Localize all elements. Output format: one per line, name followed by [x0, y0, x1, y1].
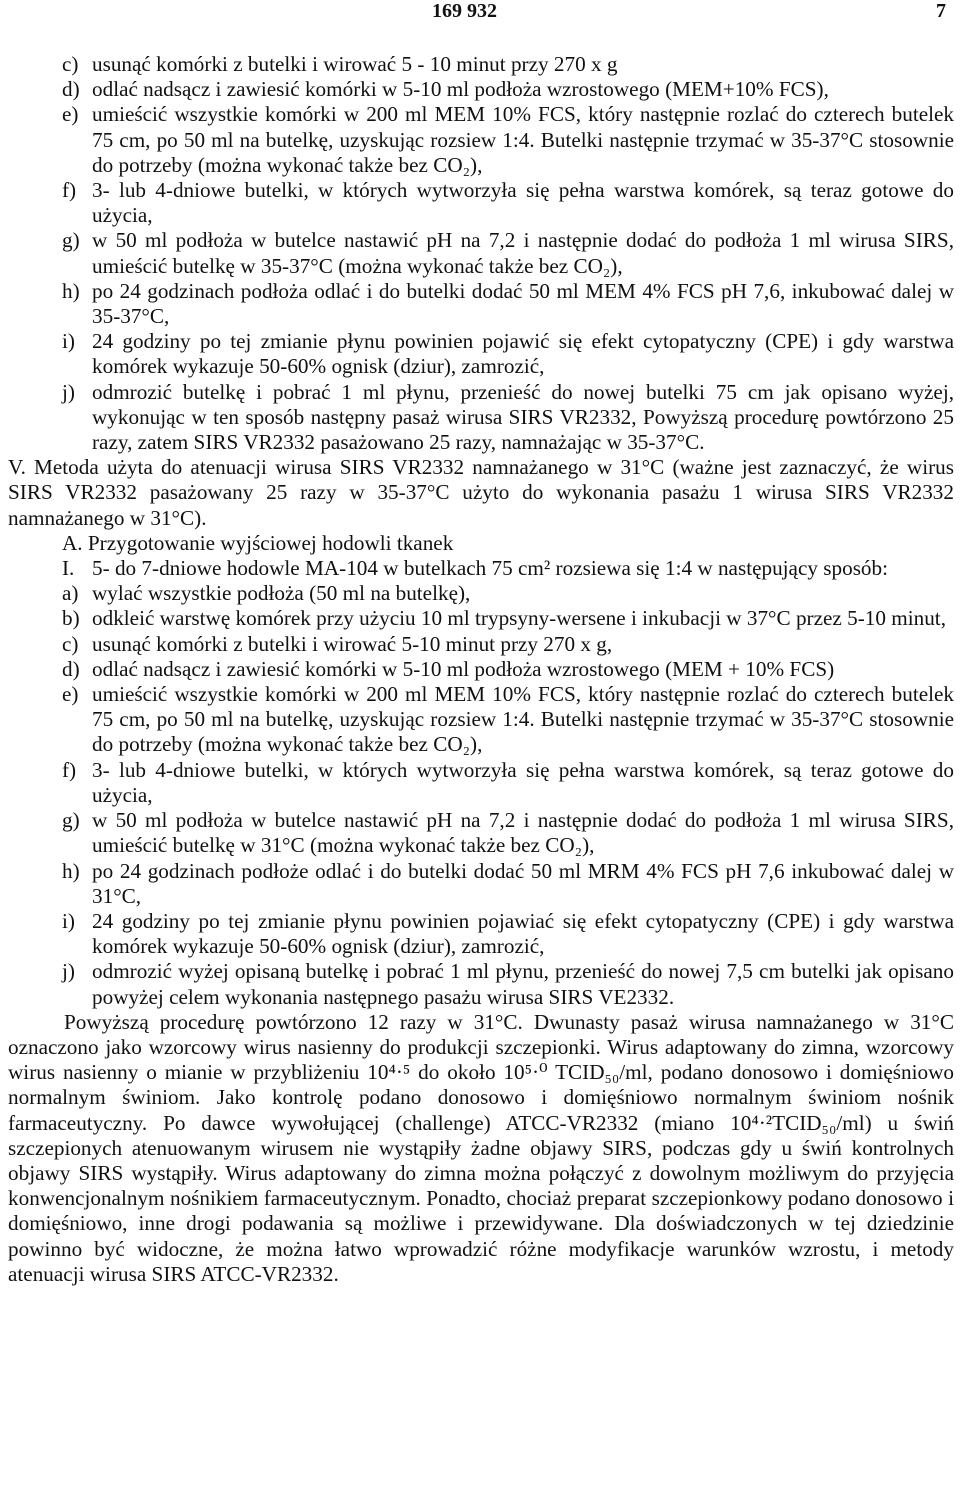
list-item [8, 758, 954, 808]
item-text: 5- do 7-dniowe hodowle MA-104 w butelkach 75 cm² rozsiewa się 1:4 w następujący sposób: [92, 556, 889, 581]
list-item [8, 329, 954, 379]
item-text: po 24 godzinach podłoże odlać i do butelki dodać 50 ml MRM 4% FCS pH 7,6 inkubować dalej w 31°C, [92, 858, 954, 908]
list-item [8, 657, 954, 682]
item-text: wylać wszystkie podłoża (50 ml na butelkę), [92, 581, 471, 606]
item-label: h) [62, 278, 80, 303]
list-item [8, 959, 954, 1009]
item-text: w 50 ml podłoża w butelce nastawić pH na 7,2 i następnie dodać do podłoża 1 ml wirusa SIRS, umieścić butelkę w 31°C (można wykonać także bez CO₂), [92, 808, 954, 858]
item-label: b) [62, 606, 80, 631]
item-label: a) [62, 581, 79, 606]
item-label: c) [62, 631, 79, 656]
page-header [0, 0, 960, 28]
section-v-heading: V. Metoda użyta do atenuacji wirusa SIRS VR2332 namnażanego w 31°C (ważne jest zaznaczyć, że wirus SIRS VR2332 pasażowany 25 razy w 35-37°C użyto do wykonania pasażu 1 wirusa SIRS VR2332 namnażanego w 31°C). [8, 455, 954, 530]
item-label: d) [62, 77, 80, 102]
list-item [8, 606, 954, 631]
item-label: j) [62, 959, 75, 984]
list-item [8, 178, 954, 228]
item-text: 3- lub 4-dniowe butelki, w których wytworzyła się pełna warstwa komórek, są teraz gotowe do użycia, [92, 178, 954, 228]
list-item [8, 682, 954, 758]
item-text: 24 godziny po tej zmianie płynu powinien pojawić się efekt cytopatyczny (CPE) i gdy warstwa komórek wykazuje 50-60% ognisk (dziur), zamrozić, [92, 329, 954, 379]
item-text: umieścić wszystkie komórki w 200 ml MEM 10% FCS, który następnie rozlać do czterech butelek 75 cm, po 50 ml na butelkę, uzyskując rozsiew 1:4. Butelki następnie trzymać w 35-37°C stosownie do potrzeby (można wykonać także bez CO₂), [92, 102, 954, 177]
item-text: odlać nadsącz i zawiesić komórki w 5-10 ml podłoża wzrostowego (MEM+10% FCS), [92, 77, 829, 102]
list-item [8, 909, 954, 959]
list-item [8, 52, 954, 77]
page-body [8, 52, 954, 1287]
item-text: usunąć komórki z butelki i wirować 5 - 10 minut przy 270 x g [92, 52, 618, 76]
item-label: g) [62, 808, 80, 833]
item-label: i) [62, 329, 75, 354]
item-label: I. [62, 556, 75, 581]
item-text: usunąć komórki z butelki i wirować 5-10 minut przy 270 x g, [92, 631, 613, 656]
item-label: c) [62, 52, 79, 76]
list-item-I [8, 556, 954, 581]
item-text: po 24 godzinach podłoża odlać i do butelki dodać 50 ml MEM 4% FCS pH 7,6, inkubować dalej w 35-37°C, [92, 278, 954, 329]
list-item [8, 279, 954, 329]
patent-number: 169 932 [432, 0, 497, 22]
item-label: h) [62, 858, 80, 883]
item-label: d) [62, 656, 80, 681]
item-label: e) [62, 682, 79, 707]
list-item [8, 632, 954, 657]
item-text: umieścić wszystkie komórki w 200 ml MEM 10% FCS, który następnie rozlać do czterech butelek 75 cm, po 50 ml na butelkę, uzyskując rozsiew 1:4. Butelki następnie trzymać w 35-37°C stosownie do potrzeby (można wykonać także bez CO₂), [92, 682, 954, 757]
item-text: 3- lub 4-dniowe butelki, w których wytworzyła się pełna warstwa komórek, są teraz gotowe do użycia, [92, 757, 954, 807]
item-text: odmrozić butelkę i pobrać 1 ml płynu, przenieść do nowej butelki 75 cm jak opisano wyżej, wykonując w ten sposób następny pasaż wirusa SIRS VR2332, Powyższą procedurę powtórzono 25 razy, zatem SIRS VR2332 pasażowano 25 razy, namnażając w 35-37°C. [92, 379, 954, 455]
procedure-list-1 [8, 52, 954, 455]
list-item [8, 77, 954, 102]
item-label: j) [62, 379, 75, 404]
subsection-a-heading: A. Przygotowanie wyjściowej hodowli tkanek [62, 530, 454, 555]
item-text: w 50 ml podłoża w butelce nastawić pH na 7,2 i następnie dodać do podłoża 1 ml wirusa SIRS, umieścić butelkę w 35-37°C (można wykonać także bez CO₂), [92, 228, 954, 278]
list-item [8, 228, 954, 278]
item-text: odkleić warstwę komórek przy użyciu 10 ml trypsyny-wersene i inkubacji w 37°C przez 5-10 minut, [92, 606, 946, 631]
list-item [8, 808, 954, 858]
item-label: f) [62, 757, 77, 782]
page-number: 7 [936, 0, 946, 22]
list-item [8, 102, 954, 178]
item-label: i) [62, 908, 75, 933]
item-label: f) [62, 178, 77, 203]
list-item [8, 859, 954, 909]
item-text: odlać nadsącz i zawiesić komórki w 5-10 ml podłoża wzrostowego (MEM + 10% FCS) [92, 656, 835, 681]
list-item [8, 380, 954, 456]
item-text: 24 godziny po tej zmianie płynu powinien pojawiać się efekt cytopatyczny (CPE) i gdy warstwa komórek wykazuje 50-60% ognisk (dziur), zamrozić, [92, 908, 954, 959]
item-label: g) [62, 228, 80, 253]
item-text: odmrozić wyżej opisaną butelkę i pobrać 1 ml płynu, przenieść do nowej 7,5 cm butelki jak opisano powyżej celem wykonania następnego pasażu wirusa SIRS VE2332. [92, 959, 954, 1009]
closing-paragraph: Powyższą procedurę powtórzono 12 razy w 31°C. Dwunasty pasaż wirusa namnażanego w 31°C oznaczono jako wzorcowy wirus nasienny do produkcji szczepionki. Wirus adaptowany do zimna, wzorcowy wirus nasienny o mianie w przybliżeniu 10⁴·⁵ do około 10⁵·⁰ TCID₅₀/ml, podano donosowo i domięśniowo normalnym świniom. Jako kontrolę podano donosowo i domięśniowo normalnym świniom nośnik farmaceutyczny. Po dawce wywołującej (challenge) ATCC-VR2332 (miano 10⁴·²TCID₅₀/ml) u świń szczepionych atenuowanym wirusem nie wystąpiły żadne objawy SIRS, podczas gdy u świń kontrolnych objawy SIRS wystąpiły. Wirus adaptowany do zimna można połączyć z dowolnym możliwym do przyjęcia konwencjonalnym nośnikiem farmaceutycznym. Ponadto, chociaż preparat szczepionkowy podano donosowo i domięśniowo, inne drogi podawania są możliwe i przewidywane. Dla doświadczonych w tej dziedzinie powinno być widoczne, że można łatwo wprowadzić różne modyfikacje warunków wzrostu, i metody atenuacji wirusa SIRS ATCC-VR2332. [8, 1009, 954, 1286]
list-item [8, 581, 954, 606]
procedure-list-2 [8, 581, 954, 1009]
item-label: e) [62, 102, 79, 127]
